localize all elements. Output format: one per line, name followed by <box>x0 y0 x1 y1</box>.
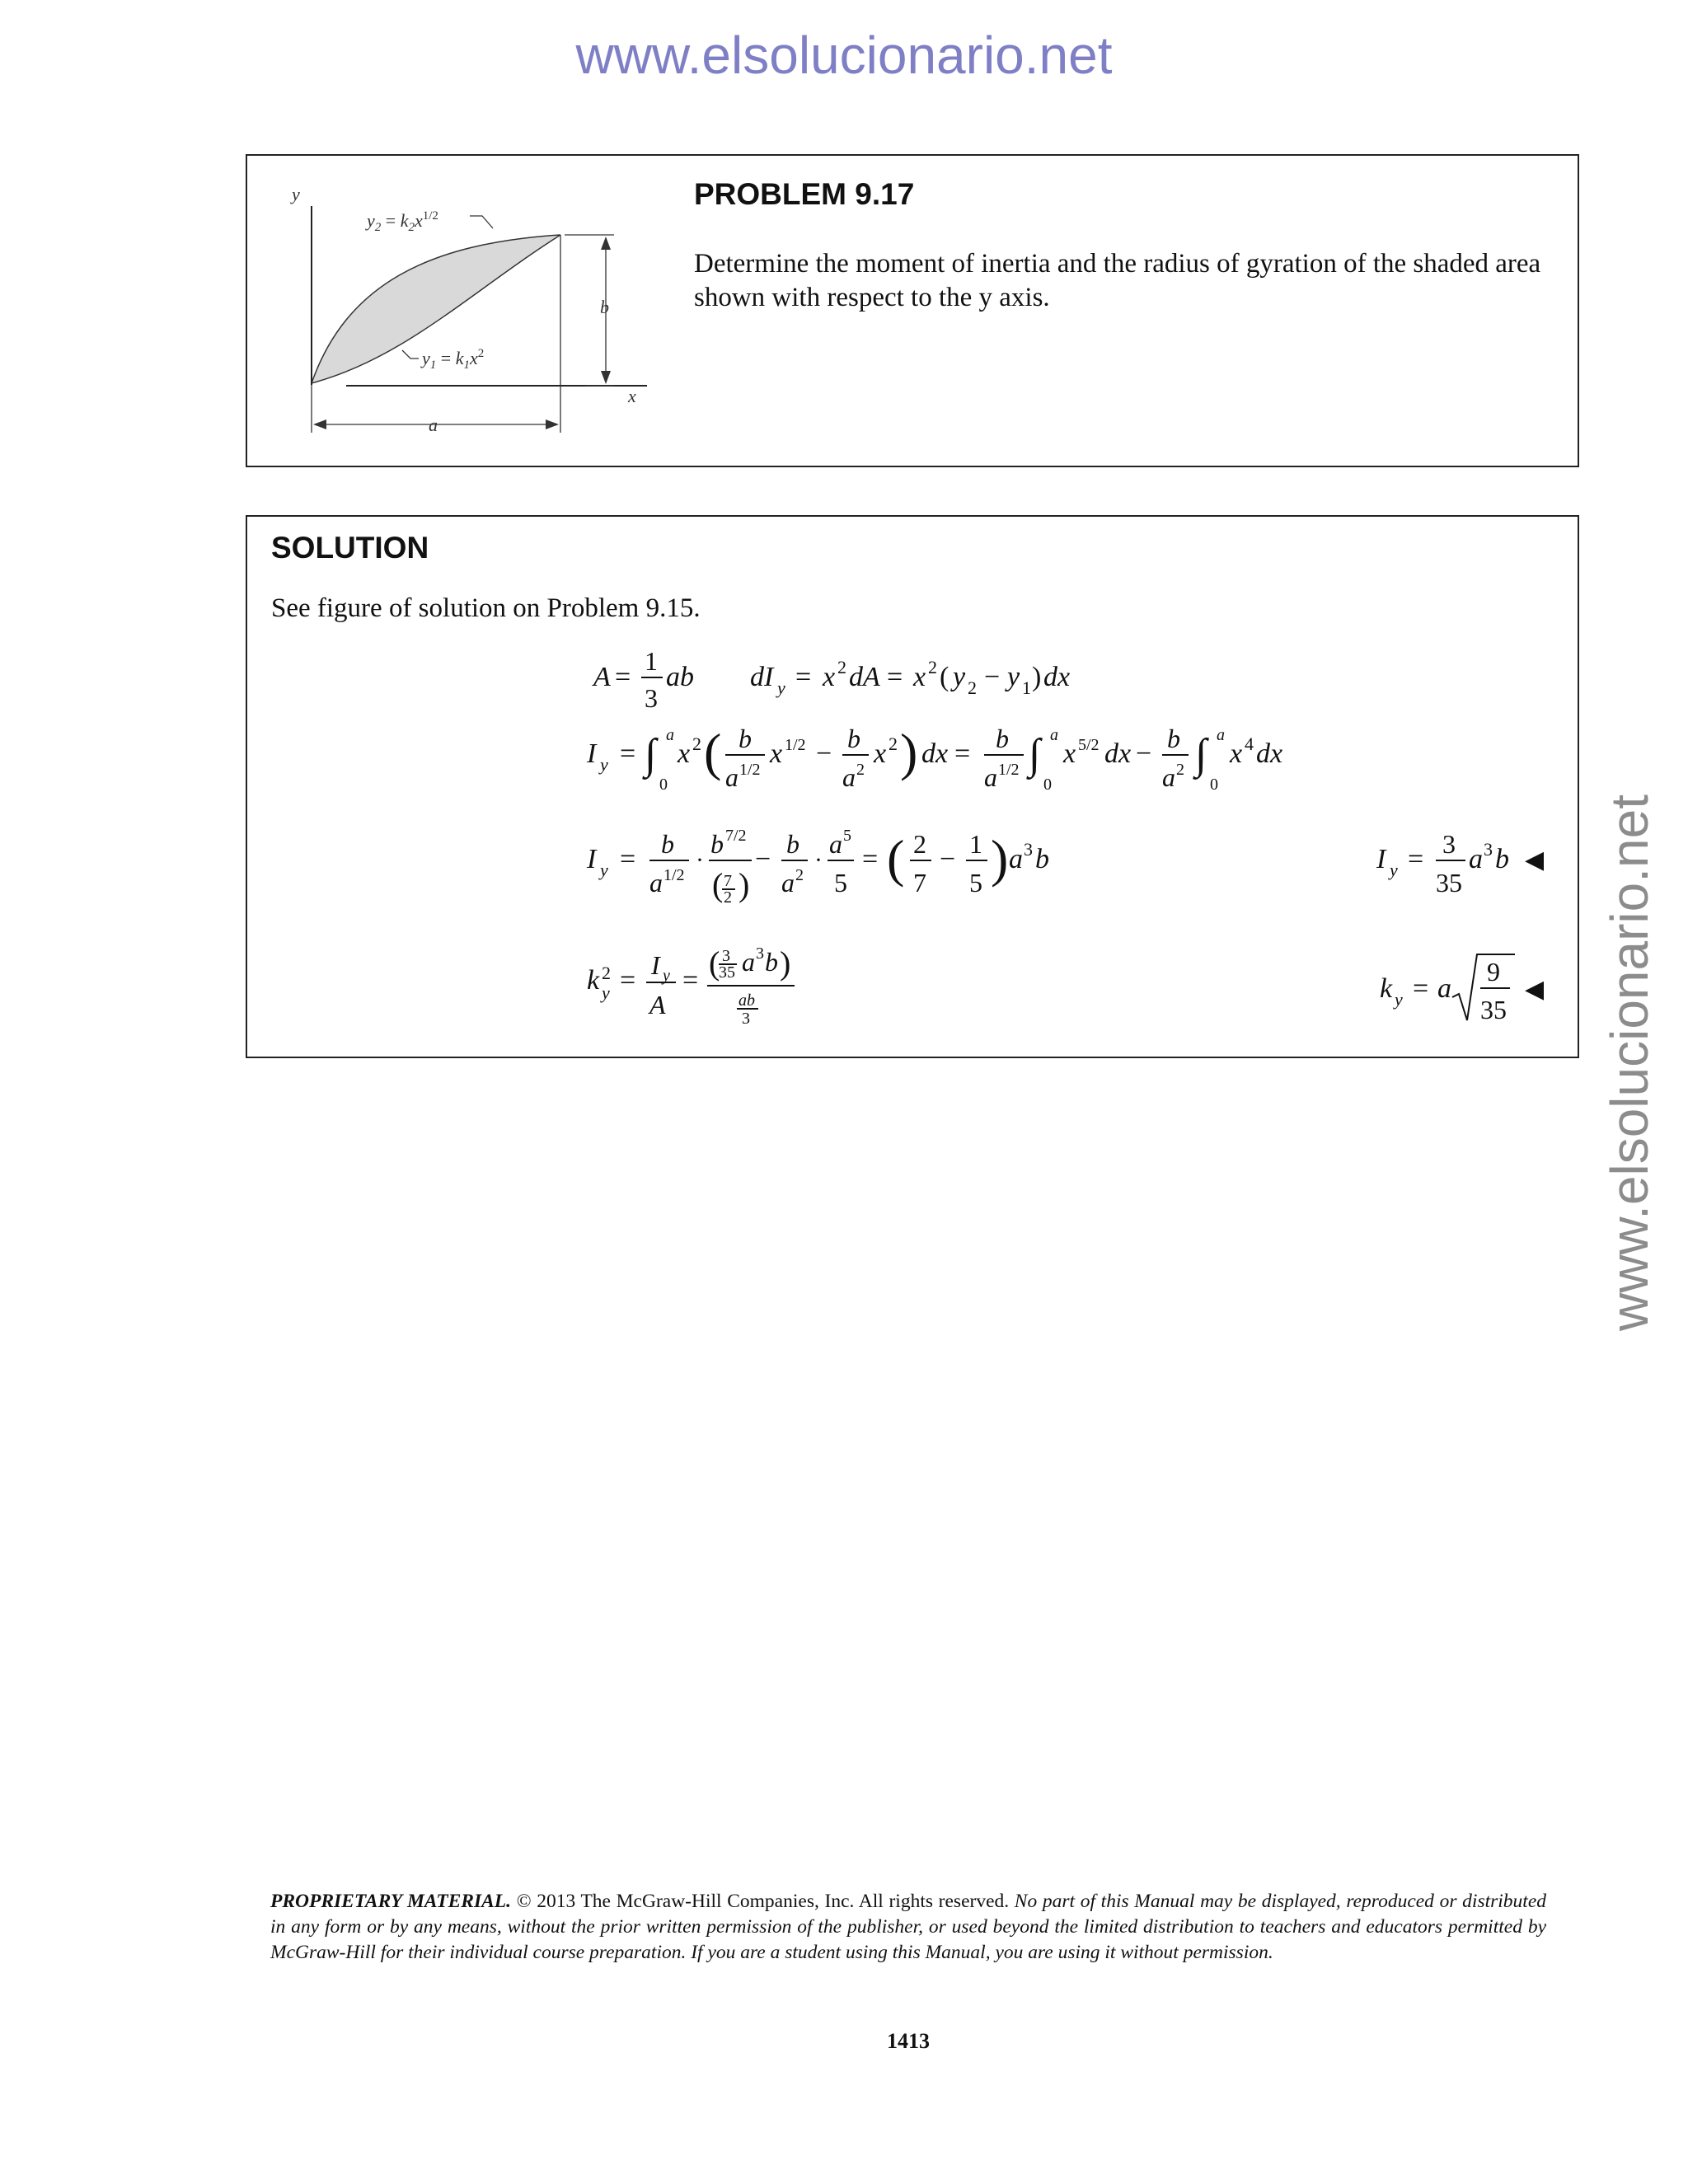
svg-text:a: a <box>829 829 842 859</box>
svg-text:(: ( <box>712 866 724 903</box>
svg-text:a: a <box>666 726 674 744</box>
svg-text:3: 3 <box>645 683 658 713</box>
height-label: b <box>600 297 609 317</box>
svg-text:I: I <box>651 950 660 980</box>
svg-text:b: b <box>710 829 724 859</box>
svg-text:−: − <box>984 662 1001 692</box>
svg-text:y: y <box>1390 860 1398 880</box>
watermark-top: www.elsolucionario.net <box>575 26 1113 85</box>
svg-text:∫: ∫ <box>1195 731 1207 778</box>
result-marker-icon: ◀ <box>1525 846 1545 874</box>
svg-text:b: b <box>786 829 799 859</box>
svg-text:dx: dx <box>1104 738 1132 769</box>
svg-text:dA: dA <box>849 662 880 692</box>
problem-title: PROBLEM 9.17 <box>694 177 915 211</box>
svg-text:1: 1 <box>1022 677 1031 698</box>
svg-text:=: = <box>862 844 879 874</box>
svg-text:2: 2 <box>692 733 701 754</box>
svg-text:=: = <box>887 662 903 692</box>
svg-text:): ) <box>900 723 918 781</box>
svg-text:·: · <box>696 846 704 874</box>
svg-text:35: 35 <box>719 963 735 982</box>
svg-text:b: b <box>765 947 778 977</box>
svg-text:7/2: 7/2 <box>725 827 747 845</box>
svg-text:x: x <box>1230 738 1243 769</box>
svg-text:=: = <box>620 965 636 996</box>
lower-curve-label: $y_1 = k_1x^2$ <box>422 347 485 372</box>
svg-text:(: ( <box>887 829 905 888</box>
svg-text:=: = <box>795 662 812 692</box>
svg-text:): ) <box>738 866 750 903</box>
svg-text:2: 2 <box>724 888 732 907</box>
svg-text:−: − <box>755 844 771 874</box>
svg-text:2: 2 <box>913 829 926 859</box>
svg-text:x: x <box>913 662 926 692</box>
page-number: 1413 <box>887 2029 930 2053</box>
equation-area <box>577 639 1566 721</box>
svg-text:3: 3 <box>1484 839 1493 860</box>
svg-text:y: y <box>663 967 670 985</box>
result-moment-of-inertia <box>1368 820 1558 919</box>
footer-copyright: © 2013 The McGraw-Hill Companies, Inc. All rights reserved. <box>516 1891 1010 1912</box>
svg-text:a: a <box>742 947 755 977</box>
svg-text:A: A <box>649 990 666 1019</box>
svg-text:a: a <box>781 868 795 898</box>
svg-text:2: 2 <box>795 866 804 884</box>
svg-text:35: 35 <box>1480 995 1507 1024</box>
svg-text:I: I <box>587 738 597 769</box>
svg-text:∫: ∫ <box>1029 731 1041 778</box>
svg-text:b: b <box>1495 844 1509 874</box>
svg-text:y: y <box>1395 989 1403 1010</box>
svg-text:b: b <box>738 724 752 753</box>
watermark-side: www.elsolucionario.net <box>1600 794 1659 1331</box>
svg-text:y: y <box>1007 662 1020 692</box>
svg-text:y: y <box>600 754 608 775</box>
svg-text:dx: dx <box>1043 662 1071 692</box>
svg-text:b: b <box>661 829 674 859</box>
svg-text:(: ( <box>940 662 950 692</box>
svg-text:a: a <box>1437 973 1451 1004</box>
svg-text:0: 0 <box>1210 776 1218 794</box>
svg-text:7: 7 <box>913 868 926 898</box>
upper-curve-label: $y_2 = k_2x^{1/2}$ <box>367 209 438 234</box>
svg-text:x: x <box>770 738 783 769</box>
svg-text:3: 3 <box>1024 839 1033 860</box>
svg-text:ab: ab <box>738 991 755 1010</box>
svg-text:2: 2 <box>856 761 865 779</box>
svg-text:a: a <box>1217 726 1225 744</box>
equation-integral <box>577 717 1566 808</box>
svg-text:3: 3 <box>722 947 730 965</box>
svg-text:(: ( <box>709 944 720 982</box>
y-axis-label: y <box>292 184 300 204</box>
svg-text:a: a <box>725 762 738 792</box>
svg-text:35: 35 <box>1436 868 1462 898</box>
svg-text:b: b <box>996 724 1009 753</box>
svg-text:9: 9 <box>1487 957 1500 987</box>
x-axis-label: x <box>628 386 636 406</box>
svg-text:dx: dx <box>1256 738 1283 769</box>
svg-text:1: 1 <box>969 829 982 859</box>
svg-text:1/2: 1/2 <box>663 866 685 884</box>
svg-text:a: a <box>649 868 663 898</box>
svg-text:2: 2 <box>889 733 898 754</box>
svg-text:a: a <box>984 762 997 792</box>
svg-text:2: 2 <box>837 657 846 677</box>
problem-figure <box>272 169 676 449</box>
problem-text: Determine the moment of inertia and the radius of gyration of the shaded area shown with respect to the y axis. <box>694 249 1541 312</box>
svg-text:y: y <box>600 860 608 880</box>
solution-intro: See figure of solution on Problem 9.15. <box>271 593 701 623</box>
svg-text:=: = <box>615 662 631 692</box>
svg-text:I: I <box>587 844 597 874</box>
svg-text:dx: dx <box>921 738 949 769</box>
svg-text:=: = <box>954 738 971 769</box>
svg-text:=: = <box>1408 844 1424 874</box>
width-label: a <box>429 415 438 435</box>
svg-text:x: x <box>1063 738 1076 769</box>
svg-text:3: 3 <box>742 1010 750 1028</box>
svg-text:I: I <box>1376 844 1386 874</box>
result-radius-of-gyration <box>1368 931 1558 1038</box>
svg-text:−: − <box>816 738 832 769</box>
svg-text:x: x <box>874 738 887 769</box>
svg-text:=: = <box>620 738 636 769</box>
svg-text:·: · <box>814 846 823 874</box>
svg-text:k: k <box>1380 973 1393 1004</box>
svg-text:a: a <box>842 762 856 792</box>
svg-text:=: = <box>682 965 699 996</box>
svg-text:(: ( <box>704 723 722 781</box>
svg-text:4: 4 <box>1245 733 1254 754</box>
svg-text:k: k <box>587 965 600 996</box>
svg-text:=: = <box>1413 973 1429 1004</box>
svg-text:2: 2 <box>928 657 937 677</box>
svg-text:0: 0 <box>659 776 668 794</box>
svg-text:∫: ∫ <box>645 731 657 778</box>
svg-text:a: a <box>1469 844 1483 874</box>
footer-bold-label: PROPRIETARY MATERIAL. <box>270 1891 512 1912</box>
svg-text:1/2: 1/2 <box>785 736 806 754</box>
svg-text:3: 3 <box>756 944 764 963</box>
svg-text:): ) <box>991 829 1009 888</box>
svg-text:3: 3 <box>1442 829 1456 859</box>
svg-text:b: b <box>1167 724 1180 753</box>
svg-text:y: y <box>953 662 966 692</box>
svg-text:−: − <box>1136 738 1152 769</box>
solution-title: SOLUTION <box>271 531 429 565</box>
svg-text:−: − <box>940 844 956 874</box>
svg-text:2: 2 <box>1176 761 1184 779</box>
svg-text:b: b <box>847 724 860 753</box>
svg-text:b: b <box>1035 844 1049 874</box>
svg-text:x: x <box>823 662 836 692</box>
svg-text:2: 2 <box>602 963 611 983</box>
svg-text:1/2: 1/2 <box>998 761 1020 779</box>
svg-text:): ) <box>780 944 791 982</box>
result-marker-icon: ◀ <box>1525 976 1545 1003</box>
svg-text:5/2: 5/2 <box>1078 736 1100 754</box>
footer-permission-notice: No part of this Manual may be displayed, reproduced or distributed in any form or by any means, without the prior written permission of the publisher, or used beyond the limited distribution to teachers and educators permitted by McGraw-Hill for their individual course preparation. If you are a student using this Manual, you are using it without permission. <box>270 1891 1547 1963</box>
svg-text:A: A <box>593 662 611 692</box>
svg-text:a: a <box>1050 726 1058 744</box>
svg-text:0: 0 <box>1043 776 1052 794</box>
svg-text:ab: ab <box>666 662 694 692</box>
footer-notice <box>270 1889 1546 1966</box>
svg-text:5: 5 <box>843 827 851 845</box>
svg-text:a: a <box>1009 844 1023 874</box>
svg-text:5: 5 <box>834 868 847 898</box>
svg-text:2: 2 <box>968 677 977 698</box>
svg-text:a: a <box>1162 762 1175 792</box>
svg-text:5: 5 <box>969 868 982 898</box>
svg-text:y: y <box>602 982 610 1003</box>
svg-text:dI: dI <box>750 662 774 692</box>
svg-text:): ) <box>1032 662 1042 692</box>
svg-text:x: x <box>678 738 691 769</box>
svg-text:1: 1 <box>645 646 658 676</box>
svg-text:y: y <box>777 677 785 698</box>
svg-text:1/2: 1/2 <box>739 761 761 779</box>
svg-text:=: = <box>620 844 636 874</box>
svg-text:7: 7 <box>724 872 732 890</box>
